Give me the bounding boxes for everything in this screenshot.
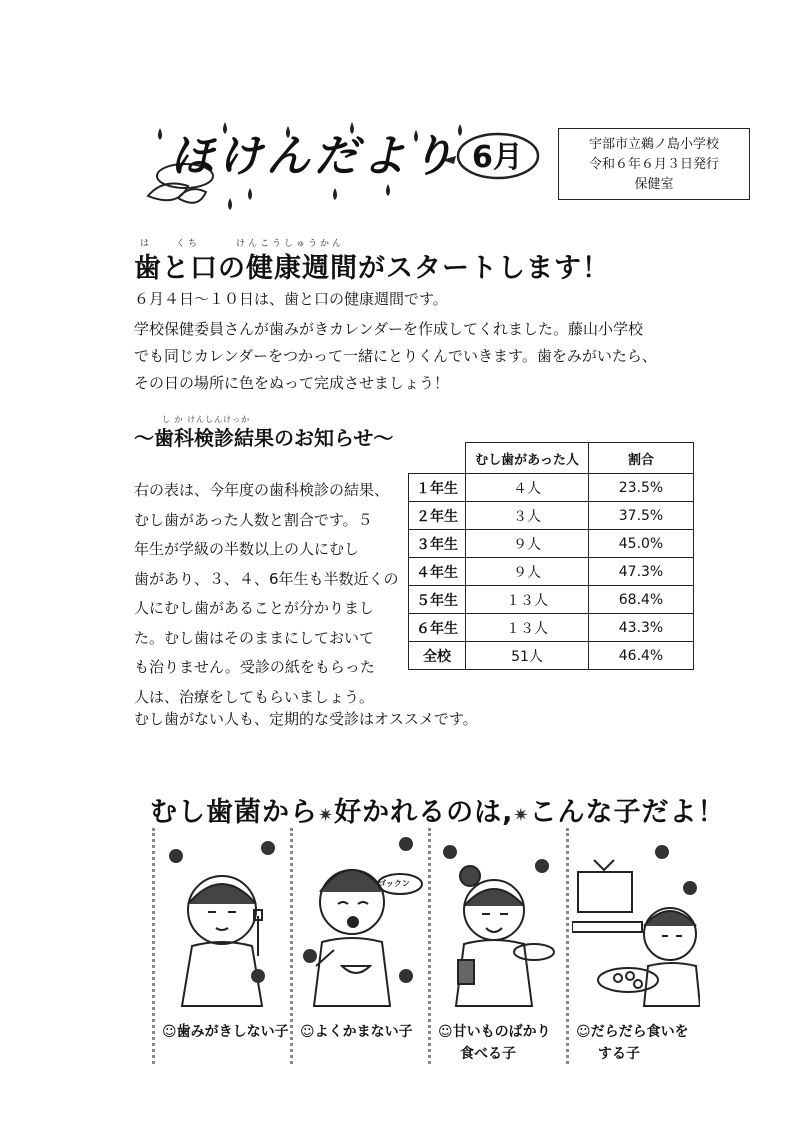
issue-date: 令和６年６月３日発行 — [588, 157, 719, 172]
tooth-icon: ☺ — [162, 1024, 177, 1040]
table-cell-count: ９人 — [466, 558, 589, 586]
caption-sweets: ☺甘いものばかり — [438, 1024, 551, 1040]
table-cell-grade: １年生 — [409, 474, 466, 502]
table-cell-count: ９人 — [466, 530, 589, 558]
checkup-line-2: むし歯があった人数と割合です。５ — [134, 510, 373, 529]
headline-dental-week: 歯と口の健康週間がスタートします！ — [134, 253, 610, 284]
table-row — [409, 586, 694, 614]
checkup-text — [134, 476, 408, 712]
checkup-line-4: 歯があり、３、４、6年生も半数近くの — [134, 569, 399, 588]
checkup-line-last: むし歯がない人も、定期的な受診はオススメです。 — [134, 710, 478, 728]
section1-line-3: でも同じカレンダーをつかって一緒にとりくんでいきます。歯をみがいたら、 — [134, 347, 657, 365]
section1-line-4: その日の場所に色をぬって完成させましょう！ — [134, 374, 450, 392]
table-cell-grade: ５年生 — [409, 586, 466, 614]
section1-line-2: 学校保健委員さんが歯みがきカレンダーを作成してくれました。藤山小学校 — [134, 320, 644, 338]
table-cell-count: 51人 — [466, 642, 589, 670]
table-cell-grade: ２年生 — [409, 502, 466, 530]
table-cell-count: １３人 — [466, 586, 589, 614]
table-row — [409, 474, 694, 502]
sparkle-icon: ✷ — [513, 805, 530, 826]
table-row — [409, 530, 694, 558]
table-header-cavities: むし歯があった人 — [466, 443, 589, 474]
table-header-row — [409, 443, 694, 474]
panel-divider — [428, 828, 431, 1064]
table-row — [409, 558, 694, 586]
masthead-text: ほけんだより — [170, 131, 458, 182]
headline1-ruby: は くち けんこうしゅうかん — [140, 239, 345, 249]
table-cell-ratio: 43.3% — [589, 614, 694, 642]
headline-checkup-results: ～歯科検診結果のお知らせ～ — [134, 426, 394, 450]
sparkle-icon: ✷ — [318, 805, 335, 826]
headline2-ruby: し か けんしんけっか — [162, 415, 251, 424]
caption-snacking-line2: する子 — [598, 1046, 640, 1062]
banner-part-2: 好かれるのは — [334, 797, 503, 828]
child-eating-illustration — [296, 826, 424, 1016]
results-table — [408, 442, 694, 670]
speech-bubble-text: ゴックン — [378, 879, 410, 888]
table-header-ratio: 割合 — [589, 443, 694, 474]
section1-line-1: ６月４日～１０日は、歯と口の健康週間です。 — [134, 290, 448, 308]
office-name: 保健室 — [634, 177, 674, 192]
panel-divider — [290, 828, 293, 1064]
table-cell-ratio: 45.0% — [589, 530, 694, 558]
table-cell-grade: ３年生 — [409, 530, 466, 558]
table-corner — [409, 443, 466, 474]
panel-divider — [566, 828, 569, 1064]
checkup-line-3: 年生が学級の半数以上の人にむし — [134, 540, 360, 558]
checkup-line-7: も治りません。受診の紙をもらった — [134, 658, 375, 676]
table-row — [409, 502, 694, 530]
school-info-box — [558, 128, 750, 200]
checkup-line-8: 人は、治療をしてもらいましょう。 — [134, 687, 375, 706]
child-tv-snacking-illustration — [572, 826, 700, 1016]
table-cell-ratio: 46.4% — [589, 642, 694, 670]
checkup-line-5: 人にむし歯があることが分かりまし — [134, 599, 375, 617]
table-cell-count: １３人 — [466, 614, 589, 642]
masthead-title — [130, 118, 550, 218]
child-brushing-illustration — [158, 826, 286, 1016]
table-cell-ratio: 23.5% — [589, 474, 694, 502]
tooth-icon: ☺ — [438, 1024, 453, 1040]
caption-sweets-line2: 食べる子 — [460, 1046, 516, 1062]
checkup-line-6: た。むし歯はそのままにしておいて — [134, 628, 375, 647]
tooth-icon: ☺ — [300, 1024, 315, 1040]
table-cell-count: ４人 — [466, 474, 589, 502]
banner-title: むし歯菌から✷好かれるのは,✷こんな子だよ！ — [150, 797, 726, 828]
table-row — [409, 614, 694, 642]
panel-snacking — [572, 826, 700, 1066]
school-name: 宇部市立鵜ノ島小学校 — [588, 137, 719, 152]
table-cell-count: ３人 — [466, 502, 589, 530]
table-cell-grade: 全校 — [409, 642, 466, 670]
table-cell-ratio: 47.3% — [589, 558, 694, 586]
table-cell-ratio: 37.5% — [589, 502, 694, 530]
caption-snacking: ☺だらだら食いを — [576, 1024, 689, 1040]
panel-no-brushing — [158, 826, 289, 1066]
tooth-icon: ☺ — [576, 1024, 591, 1040]
panel-divider — [152, 828, 155, 1064]
table-cell-grade: ６年生 — [409, 614, 466, 642]
caption-no-brushing: ☺歯みがきしない子 — [162, 1024, 289, 1040]
caption-no-chewing: ☺よくかまない子 — [300, 1024, 413, 1040]
child-sweets-illustration — [434, 826, 562, 1016]
panel-sweets — [434, 826, 562, 1066]
table-row-total — [409, 642, 694, 670]
panel-no-chewing — [296, 826, 424, 1066]
table-cell-ratio: 68.4% — [589, 586, 694, 614]
banner-part-1: むし歯菌から — [150, 797, 318, 828]
masthead-month: 6月 — [472, 140, 523, 175]
table-cell-grade: ４年生 — [409, 558, 466, 586]
checkup-line-1: 右の表は、今年度の歯科検診の結果、 — [134, 481, 390, 499]
banner-part-3: こんな子だよ！ — [529, 797, 726, 828]
